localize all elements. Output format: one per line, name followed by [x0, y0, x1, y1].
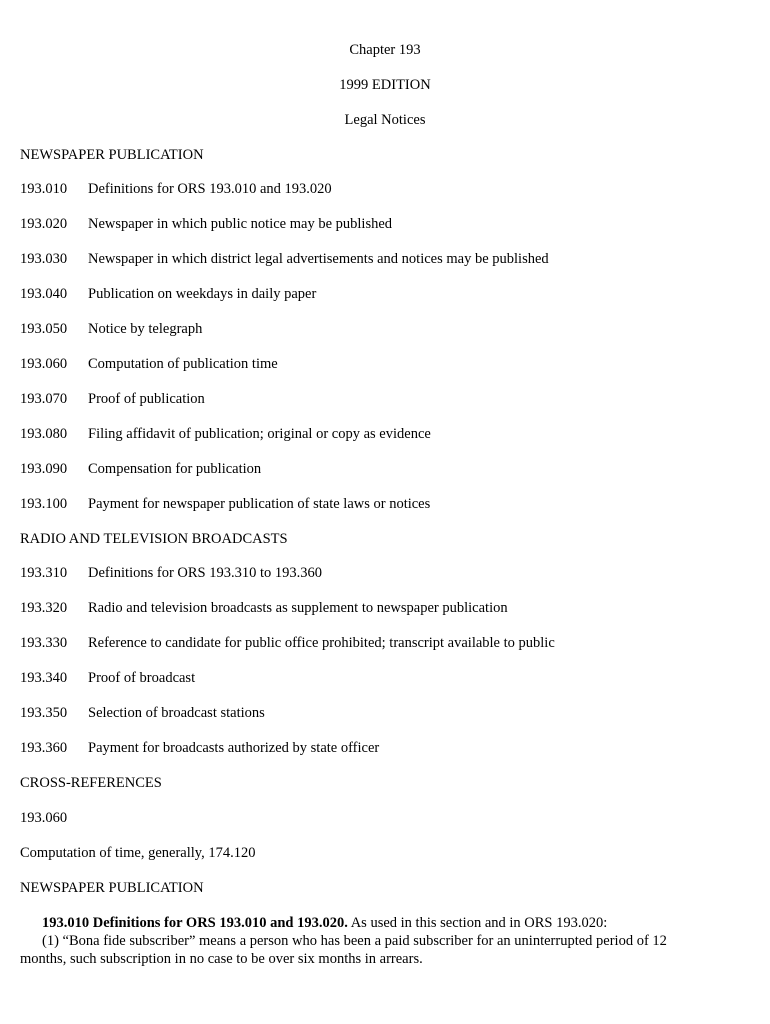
toc-entry-number: 193.080: [20, 426, 68, 442]
toc-entry: [0, 391, 770, 409]
toc-entry: [0, 670, 770, 688]
toc-entry: [0, 740, 770, 758]
paragraph-line: months, such subscription in no case to be over six months in arrears.: [20, 951, 423, 967]
toc-entry-title: Proof of publication: [88, 391, 205, 407]
section-heading-newspaper: NEWSPAPER PUBLICATION: [20, 147, 204, 163]
toc-entry-number: 193.040: [20, 286, 68, 302]
toc-entry: [0, 286, 770, 304]
toc-entry-number: 193.310: [20, 565, 68, 581]
paragraph-line: (1) “Bona fide subscriber” means a person who has been a paid subscriber for an uninterrupted period of 12: [42, 933, 667, 949]
toc-entry-title: Computation of publication time: [88, 356, 278, 372]
toc-entry-number: 193.010: [20, 181, 68, 197]
cross-reference-text: Computation of time, generally, 174.120: [20, 845, 256, 861]
toc-entry: [0, 356, 770, 374]
section-193-010-lead: [42, 914, 607, 932]
toc-entry-title: Newspaper in which district legal advertisements and notices may be published: [88, 251, 549, 267]
toc-entry-title: Selection of broadcast stations: [88, 705, 265, 721]
body-section-heading: NEWSPAPER PUBLICATION: [20, 880, 204, 896]
toc-entry-number: 193.340: [20, 670, 68, 686]
toc-entry: [0, 461, 770, 479]
toc-entry-title: Radio and television broadcasts as supplement to newspaper publication: [88, 600, 508, 616]
toc-entry-title: Publication on weekdays in daily paper: [88, 286, 317, 302]
toc-entry: [0, 251, 770, 269]
toc-entry-number: 193.050: [20, 321, 68, 337]
toc-entry-number: 193.350: [20, 705, 68, 721]
toc-entry: [0, 565, 770, 583]
toc-entry: [0, 496, 770, 514]
toc-entry-title: Notice by telegraph: [88, 321, 203, 337]
toc-entry-title: Filing affidavit of publication; original or copy as evidence: [88, 426, 431, 442]
toc-entry-number: 193.360: [20, 740, 68, 756]
toc-entry-title: Payment for broadcasts authorized by state officer: [88, 740, 380, 756]
toc-entry-title: Newspaper in which public notice may be published: [88, 216, 393, 232]
toc-entry-title: Payment for newspaper publication of state laws or notices: [88, 496, 431, 512]
toc-entry: [0, 321, 770, 339]
toc-entry-number: 193.320: [20, 600, 68, 616]
section-title: 193.010 Definitions for ORS 193.010 and 193.020.: [42, 915, 348, 931]
toc-entry-number: 193.100: [20, 496, 68, 512]
toc-entry-number: 193.020: [20, 216, 68, 232]
toc-entry-number: 193.030: [20, 251, 68, 267]
toc-entry-title: Proof of broadcast: [88, 670, 196, 686]
toc-entry-number: 193.060: [20, 356, 68, 372]
toc-entry-title: Reference to candidate for public office prohibited; transcript available to public: [88, 635, 555, 651]
toc-entry-title: Definitions for ORS 193.310 to 193.360: [88, 565, 323, 581]
toc-entry-number: 193.070: [20, 391, 68, 407]
cross-references-heading: CROSS-REFERENCES: [20, 775, 162, 791]
toc-entry: [0, 705, 770, 723]
toc-entry-number: 193.330: [20, 635, 68, 651]
subject-title: Legal Notices: [344, 112, 426, 128]
section-intro: As used in this section and in ORS 193.020:: [347, 915, 608, 931]
toc-entry-title: Definitions for ORS 193.010 and 193.020: [88, 181, 332, 197]
cross-reference-section: 193.060: [20, 810, 68, 826]
toc-entry-title: Compensation for publication: [88, 461, 262, 477]
toc-entry: [0, 181, 770, 199]
edition-label: 1999 EDITION: [339, 77, 431, 93]
toc-entry: [0, 216, 770, 234]
chapter-title: Chapter 193: [349, 42, 421, 58]
toc-entry: [0, 635, 770, 653]
toc-entry-number: 193.090: [20, 461, 68, 477]
section-heading-broadcasts: RADIO AND TELEVISION BROADCASTS: [20, 531, 288, 547]
toc-entry: [0, 426, 770, 444]
toc-entry: [0, 600, 770, 618]
